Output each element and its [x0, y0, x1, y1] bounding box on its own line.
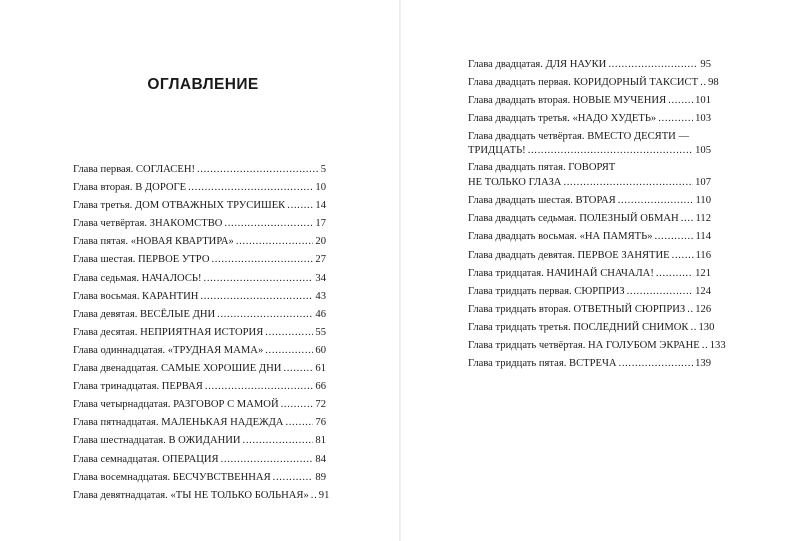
toc-entry-page: 84: [315, 453, 326, 465]
toc-entry: [73, 306, 326, 324]
toc-entry-title: Глава седьмая. НАЧАЛОСЬ!: [73, 272, 202, 284]
toc-entry-title: Глава десятая. НЕПРИЯТНАЯ ИСТОРИЯ: [73, 326, 264, 338]
toc-leader-dots: [224, 215, 313, 233]
toc-entry-page: 107: [695, 176, 711, 188]
toc-leader-dots: [221, 451, 314, 469]
toc-entry-title: Глава двадцать вторая. НОВЫЕ МУЧЕНИЯ: [468, 95, 667, 107]
toc-entry: [73, 179, 326, 197]
toc-left-column: [73, 161, 330, 505]
toc-entry-page: 46: [315, 308, 326, 320]
toc-leader-dots: [528, 144, 693, 159]
toc-entry-title: Глава двадцать седьмая. ПОЛЕЗНЫЙ ОБМАН: [468, 213, 679, 225]
toc-entry-page: 101: [695, 95, 711, 107]
toc-entry-page: 116: [695, 249, 711, 261]
toc-leader-dots: [283, 360, 313, 378]
toc-entry: [73, 215, 326, 233]
toc-entry-page: 66: [315, 381, 326, 393]
toc-entry: [468, 301, 711, 319]
toc-entry-title: Глава тридцать четвёртая. НА ГОЛУБОМ ЭКРАНЕ: [468, 340, 700, 351]
toc-leader-dots: [563, 176, 693, 191]
toc-entry: [468, 74, 719, 92]
toc-leader-dots: [627, 283, 694, 301]
toc-entry-title: Глава шестая. ПЕРВОЕ УТРО: [73, 254, 210, 266]
toc-entry: [73, 451, 326, 469]
toc-entry-page: 103: [695, 113, 711, 125]
toc-entry: [468, 192, 711, 210]
toc-entry: [73, 360, 326, 378]
toc-entry-page: 121: [695, 267, 711, 279]
toc-entry-title: Глава тридцатая. НАЧИНАЙ СНАЧАЛА!: [468, 267, 654, 279]
toc-entry: [73, 233, 326, 251]
toc-leader-dots: [236, 233, 314, 251]
toc-entry: [73, 469, 326, 487]
toc-entry-page: 76: [315, 417, 326, 429]
toc-entry: [468, 110, 711, 128]
toc-entry-page: 89: [315, 471, 326, 483]
toc-entry: [468, 130, 711, 159]
toc-entry-title: Глава пятая. «НОВАЯ КВАРТИРА»: [73, 236, 234, 248]
toc-entry-page: 17: [315, 218, 326, 230]
toc-leader-dots: [205, 378, 314, 396]
toc-entry-page: 10: [315, 182, 326, 194]
toc-entry-page: 55: [315, 326, 326, 338]
page-title: ОГЛАВЛЕНИЕ: [147, 76, 259, 93]
toc-leader-dots: [281, 396, 314, 414]
toc-entry-page: 34: [315, 272, 326, 284]
toc-entry-title: Глава двадцать шестая. ВТОРАЯ: [468, 195, 616, 207]
toc-leader-dots: [618, 192, 694, 210]
toc-leader-dots: [273, 469, 314, 487]
toc-entry: [73, 270, 326, 288]
toc-entry: [468, 161, 711, 190]
toc-right-column: [468, 56, 726, 373]
toc-entry-title: Глава восьмая. КАРАНТИН: [73, 290, 199, 302]
toc-entry-page: 126: [695, 303, 712, 315]
toc-leader-dots: [200, 288, 313, 306]
toc-entry-page: 20: [315, 236, 326, 248]
toc-entry: [468, 210, 711, 228]
toc-entry-title: Глава четвёртая. ЗНАКОМСТВО: [73, 218, 223, 230]
toc-entry-title: Глава тридцать первая. СЮРПРИЗ: [468, 285, 625, 297]
toc-entry: [73, 432, 326, 450]
toc-entry-title: Глава тридцать третья. ПОСЛЕДНИЙ СНИМОК: [468, 321, 689, 333]
toc-leader-dots: [243, 432, 314, 450]
toc-entry-page: 43: [315, 290, 326, 302]
toc-entry-title: Глава третья. ДОМ ОТВАЖНЫХ ТРУСИШЕК: [73, 200, 286, 212]
toc-entry: [73, 342, 326, 360]
toc-leader-dots: [668, 92, 693, 110]
toc-entry-page: 139: [695, 358, 711, 370]
toc-leader-dots: [655, 228, 694, 246]
toc-leader-dots: [672, 247, 694, 265]
toc-entry-title-line1: Глава двадцать четвёртая. ВМЕСТО ДЕСЯТИ —: [468, 130, 690, 142]
toc-entry: [73, 378, 326, 396]
toc-entry-page: 114: [695, 231, 711, 243]
toc-entry-title: Глава двадцатая. ДЛЯ НАУКИ: [468, 59, 607, 70]
toc-leader-dots: [188, 179, 313, 197]
toc-entry-page: 124: [695, 285, 711, 297]
toc-entry-title: Глава тридцать пятая. ВСТРЕЧА: [468, 358, 617, 370]
toc-leader-dots: [311, 487, 317, 505]
toc-entry: [73, 251, 326, 269]
toc-entry: [468, 92, 711, 110]
toc-entry-page: 27: [315, 254, 326, 266]
toc-entry-title: Глава девятнадцатая. «ТЫ НЕ ТОЛЬКО БОЛЬНАЯ»: [73, 489, 309, 501]
toc-entry-page: 95: [700, 59, 711, 70]
toc-entry-title: Глава двадцать первая. КОРИДОРНЫЙ ТАКСИСТ: [468, 77, 699, 89]
toc-entry-page: 110: [695, 195, 711, 207]
toc-entry: [468, 265, 711, 283]
toc-entry-page: 112: [695, 213, 711, 225]
toc-entry-page: 98: [708, 77, 719, 89]
toc-entry-title: Глава первая. СОГЛАСЕН!: [73, 164, 195, 175]
toc-leader-dots: [690, 319, 696, 337]
toc-entry-page: 81: [315, 435, 326, 447]
toc-entry-title: Глава одиннадцатая. «ТРУДНАЯ МАМА»: [73, 344, 264, 356]
toc-entry-page: 61: [315, 363, 326, 375]
toc-entry-page: 105: [695, 145, 711, 157]
toc-entry-title: Глава двадцать восьмая. «НА ПАМЯТЬ»: [468, 231, 653, 243]
toc-entry: [468, 56, 711, 74]
toc-leader-dots: [687, 301, 693, 319]
toc-leader-dots: [265, 324, 313, 342]
toc-entry: [468, 228, 711, 246]
toc-entry: [73, 197, 326, 215]
toc-entry: [73, 161, 326, 179]
toc-entry: [73, 487, 330, 505]
toc-entry-page: 133: [709, 340, 726, 351]
toc-entry-title: НЕ ТОЛЬКО ГЛАЗА: [468, 176, 562, 188]
toc-entry-page: 60: [315, 344, 326, 356]
page-gutter: [399, 0, 401, 541]
toc-entry-title: Глава восемнадцатая. БЕСЧУВСТВЕННАЯ: [73, 471, 271, 483]
toc-entry-page: 130: [698, 321, 715, 333]
toc-entry: [73, 288, 326, 306]
toc-leader-dots: [608, 56, 698, 74]
toc-entry-title: Глава вторая. В ДОРОГЕ: [73, 182, 187, 194]
toc-leader-dots: [656, 265, 693, 283]
toc-entry: [468, 247, 711, 265]
toc-entry-page: 72: [315, 399, 326, 411]
toc-leader-dots: [619, 355, 694, 373]
toc-leader-dots: [204, 270, 314, 288]
toc-entry-title-line1: Глава двадцать пятая. ГОВОРЯТ: [468, 162, 616, 174]
toc-entry-title: Глава шестнадцатая. В ОЖИДАНИИ: [73, 435, 241, 447]
toc-entry-title: ТРИДЦАТЬ!: [468, 145, 526, 157]
toc-entry: [468, 337, 726, 355]
toc-leader-dots: [287, 197, 313, 215]
toc-entry-title: Глава двадцать девятая. ПЕРВОЕ ЗАНЯТИЕ: [468, 249, 670, 261]
toc-entry-page: 91: [318, 489, 330, 501]
toc-entry-title: Глава пятнадцатая. МАЛЕНЬКАЯ НАДЕЖДА: [73, 417, 284, 429]
toc-entry-title: Глава двадцать третья. «НАДО ХУДЕТЬ»: [468, 113, 657, 125]
toc-entry-title: Глава девятая. ВЕСЁЛЫЕ ДНИ: [73, 308, 216, 320]
toc-leader-dots: [197, 161, 319, 179]
toc-entry-page: 14: [315, 200, 326, 212]
toc-entry-title: Глава тридцать вторая. ОТВЕТНЫЙ СЮРПРИЗ: [468, 303, 686, 315]
toc-entry: [468, 319, 715, 337]
toc-entry-title: Глава четырнадцатая. РАЗГОВОР С МАМОЙ: [73, 399, 279, 411]
toc-leader-dots: [265, 342, 313, 360]
toc-entry-title: Глава двенадцатая. САМЫЕ ХОРОШИЕ ДНИ: [73, 363, 282, 375]
toc-leader-dots: [285, 414, 313, 432]
toc-entry: [468, 355, 711, 373]
toc-leader-dots: [217, 306, 313, 324]
toc-entry: [73, 396, 326, 414]
toc-leader-dots: [658, 110, 693, 128]
toc-entry-title: Глава семнадцатая. ОПЕРАЦИЯ: [73, 453, 219, 465]
toc-entry-page: 5: [320, 164, 326, 175]
toc-leader-dots: [681, 210, 694, 228]
toc-leader-dots: [211, 251, 313, 269]
toc-leader-dots: [702, 337, 708, 355]
toc-entry: [73, 324, 326, 342]
toc-entry: [73, 414, 326, 432]
toc-leader-dots: [700, 74, 706, 92]
toc-entry: [468, 283, 711, 301]
toc-entry-title: Глава тринадцатая. ПЕРВАЯ: [73, 381, 203, 393]
